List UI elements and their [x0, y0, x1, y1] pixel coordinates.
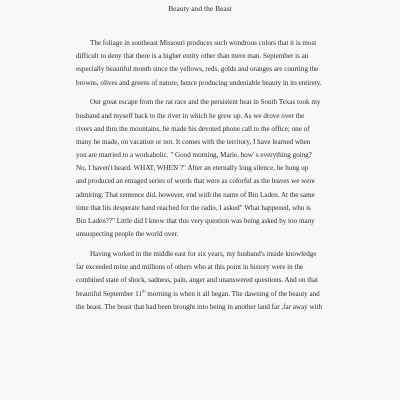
- paragraph-2-line-2: husband and myself back to the river in which he grew up. As we drove over the: [76, 111, 305, 120]
- paragraph-3-line-3: combined state of shock, sadness, pain, anger and unanswered questions. And on that: [76, 276, 318, 285]
- paragraph-3-line-4-end: morning is when it all began. The dawning of the beauty and: [145, 289, 320, 298]
- paragraph-2-line-10: Bin Laden??" Little did I know that this very question was being asked by too many: [76, 217, 315, 226]
- paragraph-2-line-4: many he made, on vacation or not. It comes with the territory, I have learned when: [76, 137, 311, 146]
- paragraph-3-line-2: far exceeded mine and millions of others who at this point in history were in the: [76, 263, 304, 272]
- document-body: [76, 37, 380, 314]
- paragraph-2-line-3: rivers and thru the mountains, he made his devoted phone call to the office; one of: [76, 124, 310, 133]
- paragraph-2-line-11: unsuspecting people the world over.: [76, 230, 179, 239]
- ordinal-superscript: th: [141, 288, 146, 294]
- paragraph-2-line-8: admiring. That sentence did, however, end with the name of Bin Laden. At the same: [76, 190, 315, 199]
- paragraph-1-line-2: difficult to deny that there is a higher entity other than mere man. September is an: [76, 52, 309, 61]
- paragraph-1-line-4: browns, olives and greens of nature, hence producing undeniable beauty in its entirety.: [76, 78, 322, 87]
- paragraph-2-line-9: time that his desperate hand reached for the radio, I asked" What happened, who is: [76, 203, 311, 212]
- paragraph-2-line-1: Our great escape from the rat race and the persistent heat in South Texas took my: [90, 98, 321, 107]
- paragraph-3-line-5: the beast. The beast that had been brought into being in another land far ,far away with: [76, 302, 323, 311]
- paragraph-2-line-5: you are married to a workaholic. " Good morning, Marie, how' s everything going?: [76, 151, 312, 160]
- paragraph-3-line-4-start: beautiful September 11: [76, 289, 142, 298]
- paragraph-3-line-1: Having worked in the middle east for six years, my husband's inside knowledge: [90, 250, 317, 258]
- paragraph-1-line-3: especially beautiful month since the yellows, reds, golds and oranges are courting the: [76, 65, 319, 74]
- paragraph-2-line-6: No, I haven't heard. WHAT, WHEN ?" After an eternally long silence, he hung up: [76, 164, 309, 173]
- document-title: Beauty and the Beast: [168, 4, 232, 13]
- paragraph-1-line-1: The foliage in southeast Missouri produces such wondrous colors that it is most: [90, 39, 317, 47]
- paragraph-2-line-7: and produced an enraged series of words that were as colorful as the leaves we were: [76, 177, 315, 186]
- paragraph-3-line-4: [76, 288, 380, 301]
